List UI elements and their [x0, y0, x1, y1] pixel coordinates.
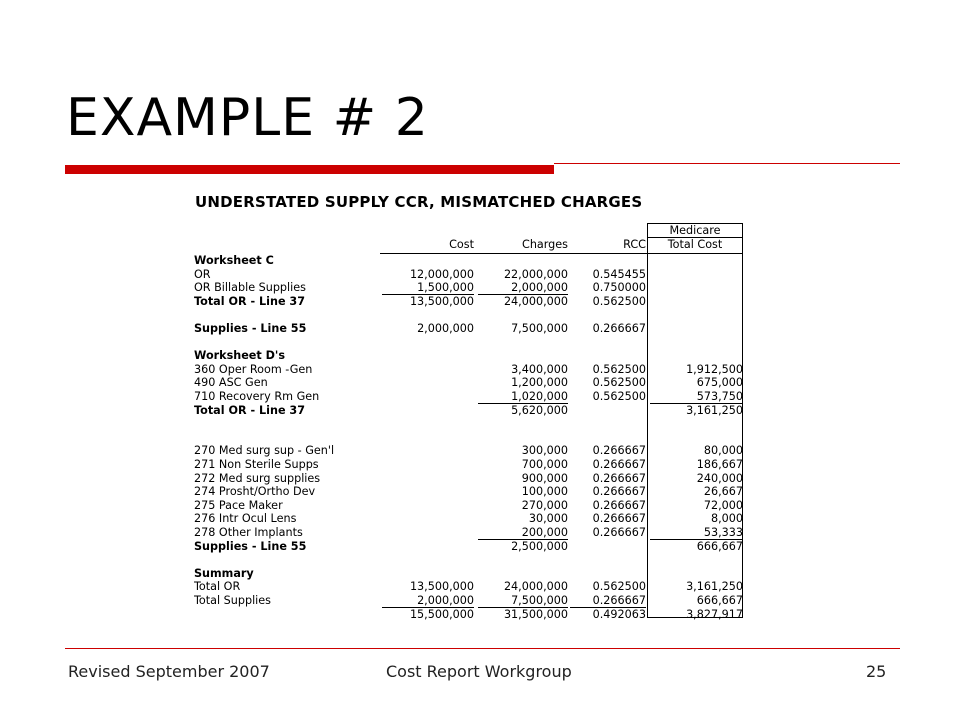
row-label: Supplies - Line 55	[194, 539, 307, 553]
cost-cell: 13,500,000	[409, 294, 474, 308]
row-label: Worksheet C	[194, 254, 274, 267]
table-row	[192, 308, 752, 322]
row-label: Supplies - Line 55	[194, 322, 307, 335]
charges-cell: 900,000	[521, 471, 568, 485]
table-row	[192, 553, 752, 567]
rcc-cell: 0.266667	[592, 594, 646, 607]
row-label: 275 Pace Maker	[194, 498, 283, 512]
row-label: OR Billable Supplies	[194, 281, 306, 295]
table-row	[192, 268, 752, 282]
header-row	[192, 238, 752, 252]
medicare-cell: 666,667	[696, 594, 743, 607]
charges-cell: 1,020,000	[511, 390, 568, 403]
charges-cell: 100,000	[521, 485, 568, 499]
row-label: Total OR - Line 37	[194, 294, 305, 308]
medicare-cell: 3,161,250	[686, 580, 743, 594]
header-medicare: Medicare	[669, 224, 721, 237]
row-label: Summary	[194, 566, 254, 580]
rcc-cell: 0.562500	[592, 390, 646, 403]
header-row-top	[192, 224, 752, 238]
header-charges: Charges	[522, 238, 568, 251]
medicare-cell: 1,912,500	[686, 362, 743, 376]
rcc-cell: 0.562500	[592, 580, 646, 594]
row-label: 271 Non Sterile Supps	[194, 458, 319, 471]
table-row	[192, 458, 752, 472]
rcc-cell: 0.562500	[592, 362, 646, 376]
table-grid	[192, 223, 752, 623]
slide-title: EXAMPLE # 2	[66, 88, 429, 148]
table-row	[192, 540, 752, 554]
cost-cell: 2,000,000	[417, 322, 474, 335]
table-row	[192, 349, 752, 363]
charges-cell: 200,000	[521, 526, 568, 539]
header-cost: Cost	[449, 238, 474, 251]
table-row	[192, 295, 752, 309]
table-row	[192, 404, 752, 418]
table-row	[192, 281, 752, 295]
rcc-cell: 0.266667	[592, 322, 646, 335]
charges-cell: 2,000,000	[511, 281, 568, 295]
row-label: Total OR	[194, 580, 241, 594]
table-row	[192, 390, 752, 404]
medicare-cell: 240,000	[696, 471, 743, 485]
charges-cell: 30,000	[528, 512, 568, 526]
row-label: 278 Other Implants	[194, 526, 303, 539]
rcc-cell: 0.266667	[592, 512, 646, 526]
rcc-cell: 0.266667	[592, 498, 646, 512]
row-label: OR	[194, 267, 211, 281]
table-row	[192, 499, 752, 513]
header-rcc: RCC	[623, 238, 646, 251]
row-label: 274 Prosht/Ortho Dev	[194, 485, 316, 499]
medicare-cell: 8,000	[710, 512, 743, 526]
medicare-cell: 675,000	[696, 376, 743, 390]
charges-cell: 31,500,000	[503, 607, 568, 621]
cost-cell: 15,500,000	[409, 607, 474, 621]
footer-workgroup: Cost Report Workgroup	[386, 662, 572, 681]
table-row	[192, 336, 752, 350]
row-label: Worksheet D's	[194, 349, 285, 363]
charges-cell: 2,500,000	[511, 539, 568, 553]
medicare-cell: 3,161,250	[686, 403, 743, 417]
rcc-cell: 0.492063	[592, 607, 646, 621]
cost-cell: 12,000,000	[409, 267, 474, 281]
charges-cell: 24,000,000	[503, 580, 568, 594]
footer-date: Revised September 2007	[68, 662, 270, 681]
footer-divider-line	[65, 648, 900, 649]
medicare-cell: 666,667	[696, 539, 743, 553]
table-row	[192, 322, 752, 336]
rcc-cell: 0.562500	[592, 376, 646, 390]
cost-table	[192, 190, 752, 630]
medicare-cell: 186,667	[696, 458, 743, 471]
row-label: Total OR - Line 37	[194, 403, 305, 417]
charges-cell: 7,500,000	[511, 322, 568, 335]
row-label: Total Supplies	[194, 594, 272, 607]
row-label: 270 Med surg sup - Gen'l	[194, 444, 335, 458]
charges-cell: 22,000,000	[503, 267, 568, 281]
charges-cell: 24,000,000	[503, 294, 568, 308]
charges-cell: 700,000	[521, 458, 568, 471]
table-row	[192, 608, 752, 622]
medicare-cell: 26,667	[703, 485, 743, 499]
page-number: 25	[866, 662, 887, 681]
row-label: 360 Oper Room -Gen	[194, 362, 313, 376]
rcc-cell: 0.266667	[592, 471, 646, 485]
table-row	[192, 363, 752, 377]
charges-cell: 300,000	[521, 444, 568, 458]
table-row	[192, 444, 752, 458]
title-accent-bar	[65, 165, 554, 174]
table-row	[192, 472, 752, 486]
medicare-cell: 53,333	[703, 526, 743, 539]
rcc-cell: 0.750000	[592, 281, 646, 295]
table-row	[192, 485, 752, 499]
rcc-cell: 0.266667	[592, 485, 646, 499]
medicare-cell: 80,000	[703, 444, 743, 458]
charges-cell: 5,620,000	[511, 403, 568, 417]
medicare-cell: 3,827,917	[686, 607, 743, 621]
table-row	[192, 567, 752, 581]
table-row	[192, 417, 752, 431]
charges-cell: 3,400,000	[511, 362, 568, 376]
row-label: 490 ASC Gen	[194, 376, 268, 390]
title-divider-line	[554, 163, 900, 164]
cost-cell: 13,500,000	[409, 580, 474, 594]
medicare-cell: 72,000	[703, 498, 743, 512]
rcc-cell: 0.266667	[592, 526, 646, 539]
table-row	[192, 376, 752, 390]
rcc-cell: 0.545455	[592, 267, 646, 281]
table-row	[192, 526, 752, 540]
table-row	[192, 431, 752, 445]
cost-cell: 1,500,000	[417, 281, 474, 295]
row-label: 710 Recovery Rm Gen	[194, 390, 320, 403]
charges-cell: 270,000	[521, 498, 568, 512]
rcc-cell: 0.266667	[592, 458, 646, 471]
cost-cell: 2,000,000	[417, 594, 474, 607]
table-row	[192, 594, 752, 608]
table-row	[192, 580, 752, 594]
rcc-cell: 0.562500	[592, 294, 646, 308]
rcc-cell: 0.266667	[592, 444, 646, 458]
table-row	[192, 254, 752, 268]
charges-cell: 7,500,000	[511, 594, 568, 607]
row-label: 272 Med surg supplies	[194, 471, 321, 485]
table-title: UNDERSTATED SUPPLY CCR, MISMATCHED CHARGES	[195, 193, 643, 211]
header-total-cost: Total Cost	[667, 238, 723, 251]
row-label: 276 Intr Ocul Lens	[194, 512, 297, 526]
charges-cell: 1,200,000	[511, 376, 568, 390]
medicare-cell: 573,750	[696, 390, 743, 403]
table-row	[192, 512, 752, 526]
